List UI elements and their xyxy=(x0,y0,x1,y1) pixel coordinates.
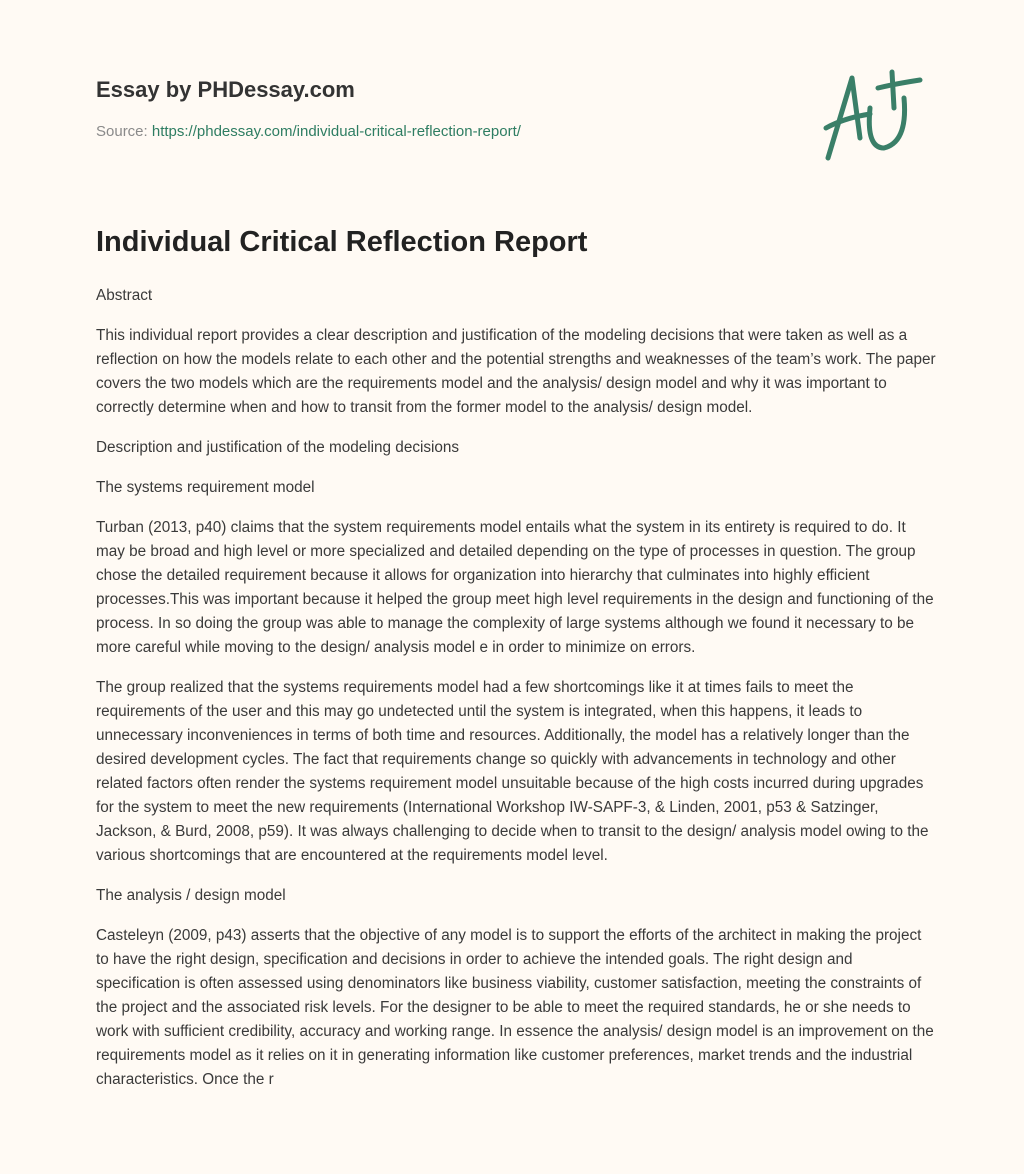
paragraph: This individual report provides a clear description and justification of the modeling decisions that were taken as well as a reflection on how the models relate to each other and the potential strengths and weaknesses of the team’s work. The paper covers the two models which are the requirements model and the analysis/ design model and why it was important to correctly determine when and how to transit from the former model to the analysis/ design model. xyxy=(96,327,936,416)
source-link[interactable]: https://phdessay.com/individual-critical-reflection-report/ xyxy=(151,123,521,140)
section-heading: The analysis / design model xyxy=(96,887,286,904)
source-line xyxy=(96,123,521,140)
section-heading: Description and justification of the modeling decisions xyxy=(96,439,460,456)
source-label: Source: xyxy=(96,123,148,140)
site-title: Essay by PHDessay.com xyxy=(96,77,355,102)
essay-title: Individual Critical Reflection Report xyxy=(96,226,588,258)
paragraph: Turban (2013, p40) claims that the system requirements model entails what the system in its entirety is required to do. It may be broad and high level or more specialized and detailed depending on the type of processes in question. The group chose the detailed requirement because it allows for organization into hierarchy that culminates into highly efficient processes.This was important because it helped the group meet high level requirements in the design and functioning of the process. In so doing the group was able to manage the complexity of large systems although we found it necessary to be more careful while moving to the design/ analysis model e in order to minimize on errors. xyxy=(96,519,934,656)
a-plus-logo-icon xyxy=(822,68,928,164)
section-heading: Abstract xyxy=(96,287,153,304)
section-heading: The systems requirement model xyxy=(96,479,315,496)
paragraph: Casteleyn (2009, p43) asserts that the objective of any model is to support the efforts of the architect in making the project to have the right design, specification and decisions in order to achieve the intended goals. The right design and specification is often assessed using denominators like business viability, customer satisfaction, meeting the constraints of the project and the associated risk levels. For the designer to be able to meet the required standards, he or she needs to work with sufficient credibility, accuracy and working range. In essence the analysis/ design model is an improvement on the requirements model as it relies on it in generating information like customer preferences, market trends and the industrial characteristics. Once the r xyxy=(96,927,934,1088)
essay-body xyxy=(96,284,936,1108)
paragraph: The group realized that the systems requirements model had a few shortcomings like it at times fails to meet the requirements of the user and this may go undetected until the system is integrated, when this happens, it leads to unnecessary inconveniences in terms of both time and resources. Additionally, the model has a relatively longer than the desired development cycles. The fact that requirements change so quickly with advancements in technology and other related factors often render the systems requirement model unsuitable because of the high costs incurred during upgrades for the system to meet the new requirements (International Workshop IW-SAPF-3, & Linden, 2001, p53 & Satzinger, Jackson, & Burd, 2008, p59). It was always challenging to decide when to transit to the design/ analysis model owing to the various shortcomings that are encountered at the requirements model level. xyxy=(96,679,929,864)
